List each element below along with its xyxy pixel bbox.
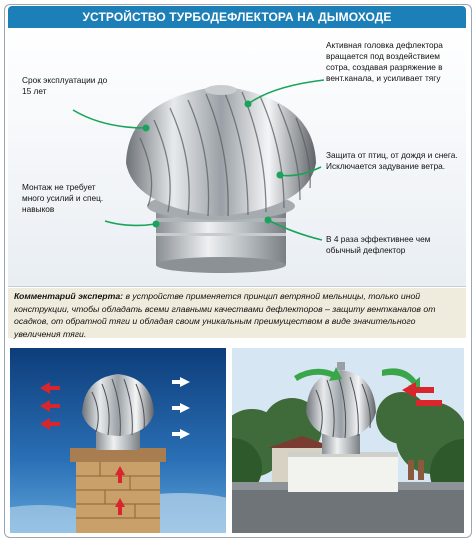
device-diagram-panel [8, 28, 466, 287]
turbine-icon [126, 85, 316, 216]
expert-comment-text: в устройстве применяется принцип ветряной мельницы, только иной конструкции, чтобы обладать всеми главными качествами дефлекторов – защиту вентканалов от осадков, от обратной тяги и обладая своим уникальным преимуществом в виде значительного увеличения тяги. [14, 291, 436, 339]
expert-comment [8, 288, 466, 338]
expert-comment-lead: Комментарий эксперта: [14, 291, 124, 301]
wind-arrow-icon [40, 382, 60, 430]
rooftop-photo [232, 348, 464, 533]
callout-protection: Защита от птиц, от дождя и снега. Исключается задувание ветра. [326, 150, 458, 171]
callout-active-head: Активная головка дефлектора вращается под воздействием сотра, создавая разряжение в вент.канала, и усиливает тягу [326, 40, 443, 83]
page-title: УСТРОЙСТВО ТУРБОДЕФЛЕКТОРА НА ДЫМОХОДЕ [8, 6, 466, 28]
callout-service-life: Срок эксплуатации до 15 лет [22, 75, 108, 96]
callout-mounting: Монтаж не требует много усилий и спец. навыков [22, 182, 104, 214]
chimney-illustration [10, 348, 226, 533]
callout-efficiency: В 4 раза эффективнее чем обычный дефлектор [326, 234, 431, 255]
